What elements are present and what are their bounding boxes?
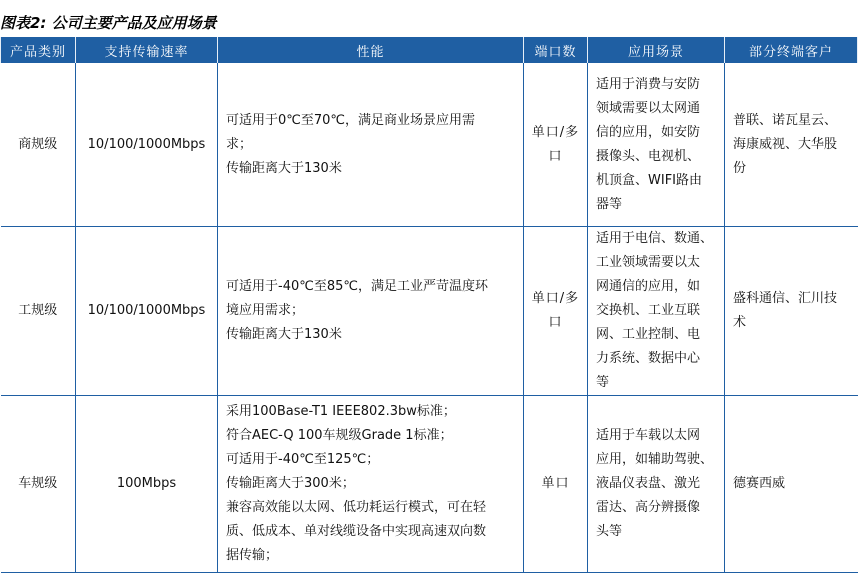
text-line: 份 (733, 160, 747, 176)
text-line: 单口 (541, 476, 570, 491)
text-line: 工业领域需要以太 (596, 255, 701, 270)
text-line: 网通信的应用，如 (596, 279, 701, 294)
cell-category: 商规级 (1, 63, 76, 227)
table-row (1, 63, 858, 227)
text-line: 摄像头、电视机、 (596, 148, 701, 164)
text-line: 传输距离大于130米 (226, 160, 342, 176)
cell-rate: 100Mbps (76, 396, 218, 573)
cell-customers (725, 227, 858, 396)
cell-category: 车规级 (1, 396, 76, 573)
cell-customers (725, 63, 858, 227)
cell-ports (524, 227, 588, 396)
cell-category: 工规级 (1, 227, 76, 396)
text-line: 据传输； (226, 548, 279, 563)
text-line: 境应用需求； (226, 303, 305, 318)
header-category: 产品类别 (1, 37, 76, 63)
text-line: 应用，如辅助驾驶、 (596, 452, 714, 467)
text-line: 可适用于-40℃至85℃，满足工业严苛温度环 (226, 279, 488, 294)
text-line: 领域需要以太网通 (596, 100, 701, 116)
cell-performance (218, 227, 524, 396)
header-scenario: 应用场景 (588, 37, 725, 63)
text-line: 适用于电信、数通、 (596, 231, 714, 246)
cell-ports (524, 396, 588, 573)
text-line: 等 (596, 375, 610, 390)
text-line: 德赛西威 (733, 476, 786, 491)
text-line: 网、工业控制、电 (596, 327, 701, 342)
text-line: 普联、诺瓦星云、 (733, 112, 838, 128)
text-line: 可适用于0℃至70℃，满足商业场景应用需 (226, 112, 476, 128)
text-line: 器等 (596, 196, 623, 212)
cell-rate: 10/100/1000Mbps (76, 227, 218, 396)
text-line: 头等 (596, 524, 623, 539)
text-line: 液晶仪表盘、激光 (596, 476, 701, 491)
text-line: 单口/多 (531, 124, 580, 140)
header-ports: 端口数 (524, 37, 588, 63)
header-performance: 性能 (218, 37, 524, 63)
text-line: 盛科通信、汇川技 (733, 291, 838, 306)
cell-performance (218, 396, 524, 573)
text-line: 采用100Base-T1 IEEE802.3bw标准； (226, 404, 456, 419)
table-row (1, 396, 858, 573)
cell-performance (218, 63, 524, 227)
cell-rate: 10/100/1000Mbps (76, 63, 218, 227)
text-line: 口 (548, 315, 563, 330)
table-row (1, 227, 858, 396)
header-rate: 支持传输速率 (76, 37, 218, 63)
text-line: 术 (733, 315, 747, 330)
text-line: 海康威视、大华股 (733, 136, 838, 152)
text-line: 可适用于-40℃至125℃； (226, 452, 380, 467)
text-line: 兼容高效能以太网、低功耗运行模式，可在轻 (226, 500, 487, 515)
text-line: 传输距离大于130米 (226, 327, 342, 342)
text-line: 符合AEC-Q 100车规级Grade 1标准； (226, 428, 453, 443)
cell-scenario (588, 63, 725, 227)
text-line: 信的应用，如安防 (596, 124, 701, 140)
header-customers: 部分终端客户 (725, 37, 858, 63)
text-line: 适用于车载以太网 (596, 428, 701, 443)
text-line: 传输距离大于300米； (226, 476, 355, 491)
text-line: 雷达、高分辨摄像 (596, 500, 701, 515)
text-line: 力系统、数据中心 (596, 351, 701, 366)
text-line: 质、低成本、单对线缆设备中实现高速双向数 (226, 524, 487, 539)
text-line: 交换机、工业互联 (596, 303, 701, 318)
text-line: 机顶盒、WIFI路由 (596, 172, 702, 188)
cell-scenario (588, 227, 725, 396)
table-caption: 图表2: 公司主要产品及应用场景 (0, 14, 217, 32)
text-line: 单口/多 (531, 291, 580, 306)
cell-customers (725, 396, 858, 573)
cell-ports (524, 63, 588, 227)
text-line: 求； (226, 136, 253, 152)
text-line: 适用于消费与安防 (596, 76, 701, 92)
table-header-row (1, 37, 858, 63)
text-line: 口 (548, 148, 563, 164)
product-table (0, 37, 858, 573)
cell-scenario (588, 396, 725, 573)
